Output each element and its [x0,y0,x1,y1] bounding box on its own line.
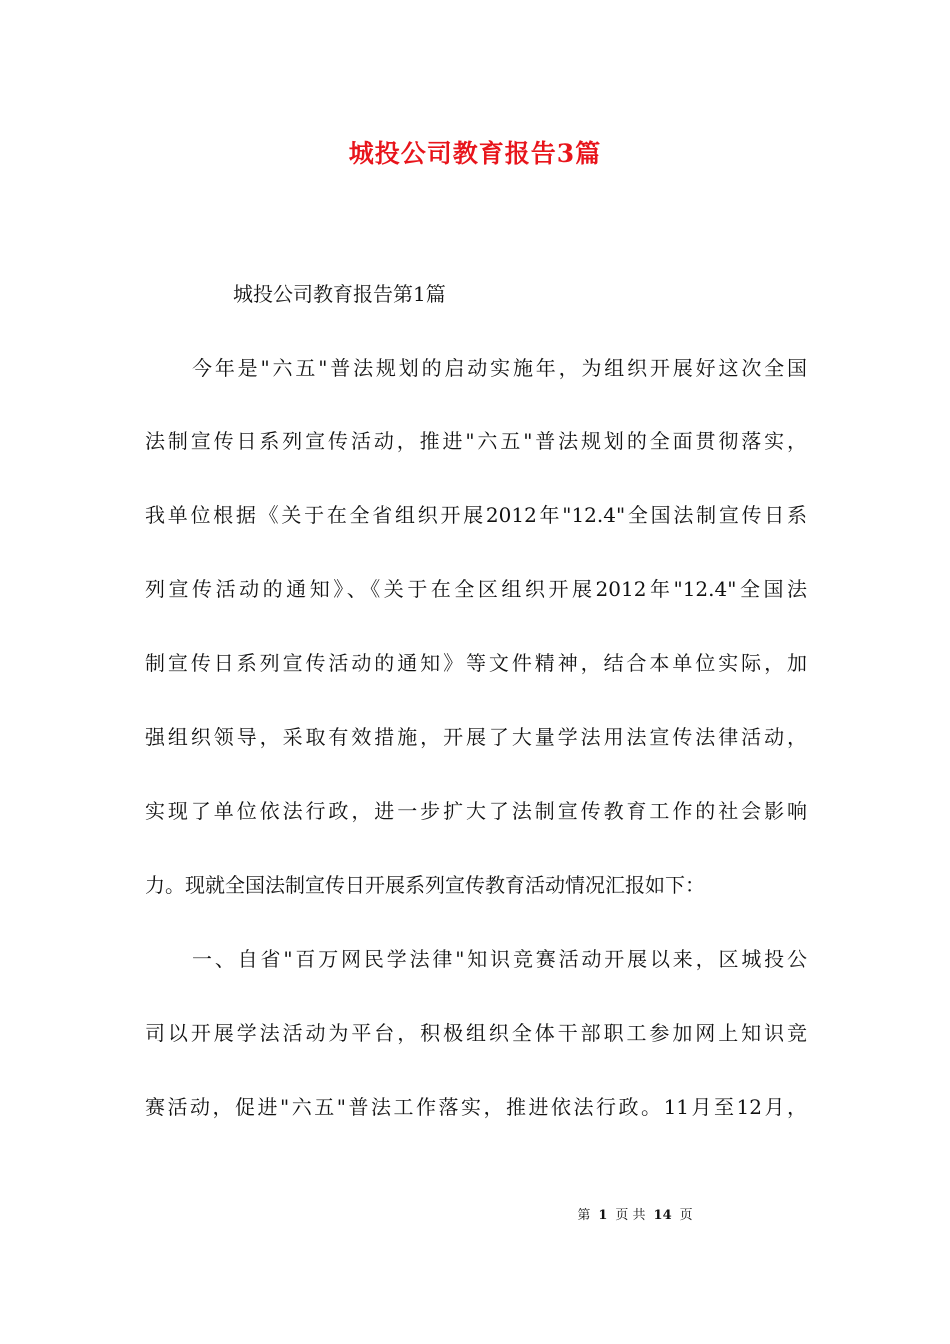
body-line: 一、自省"百万网民学法律"知识竞赛活动开展以来，区城投公 [192,947,807,971]
body-line: 列宣传活动的通知》、《关于在全区组织开展2012年"12.4"全国法 [145,577,807,601]
body-line: 法制宣传日系列宣传活动，推进"六五"普法规划的全面贯彻落实， [145,429,807,453]
body-line: 司以开展学法活动为平台，积极组织全体干部职工参加网上知识竞 [145,1021,807,1045]
body-line: 今年是"六五"普法规划的启动实施年，为组织开展好这次全国 [192,356,807,380]
footer-total-pages: 14 [653,1208,672,1223]
page-footer [0,1206,950,1226]
footer-current-page: 1 [598,1208,608,1223]
footer-page-prefix: 第 [577,1208,591,1223]
body-line: 强组织领导，采取有效措施，开展了大量学法用法宣传法律活动， [145,725,807,749]
body-line: 制宣传日系列宣传活动的通知》等文件精神，结合本单位实际，加 [145,651,807,675]
body-line: 赛活动，促进"六五"普法工作落实，推进依法行政。11月至12月， [145,1095,807,1119]
body-line: 实现了单位依法行政，进一步扩大了法制宣传教育工作的社会影响 [145,799,807,823]
section-heading: 城投公司教育报告第1篇 [233,282,446,306]
footer-page-suffix: 页 [679,1208,693,1223]
body-line: 我单位根据《关于在全省组织开展2012年"12.4"全国法制宣传日系 [145,503,807,527]
document-title: 城投公司教育报告3篇 [348,139,602,168]
footer-page-middle: 页 共 [615,1208,646,1223]
body-line: 力。现就全国法制宣传日开展系列宣传教育活动情况汇报如下： [145,873,705,897]
